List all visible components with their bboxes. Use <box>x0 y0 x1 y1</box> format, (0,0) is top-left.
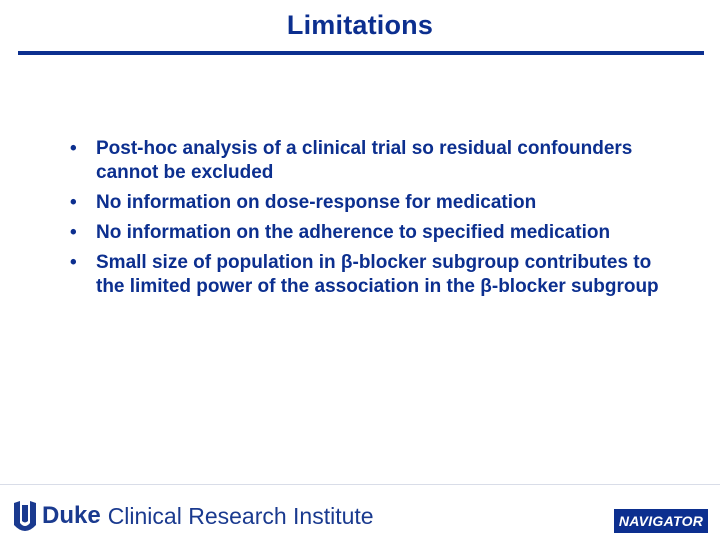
bullet-text: Small size of population in β-blocker subgroup contributes to the limited power of the association in the β-blocker subgroup <box>96 252 659 297</box>
bullet-item <box>70 251 660 299</box>
bullet-item <box>70 191 660 215</box>
duke-chapel-icon <box>12 499 38 533</box>
footer-divider <box>0 484 720 485</box>
bullet-list <box>70 137 660 305</box>
institute-name: Clinical Research Institute <box>107 502 374 529</box>
bullet-symbol: • <box>70 138 77 159</box>
bullet-text: Post-hoc analysis of a clinical trial so residual confounders cannot be excluded <box>96 138 633 183</box>
duke-brand-text: Duke <box>42 502 101 529</box>
bullet-text: No information on dose-response for medication <box>96 192 537 213</box>
slide-title: Limitations <box>286 10 434 40</box>
bullet-item <box>70 137 660 185</box>
bullet-symbol: • <box>70 192 77 213</box>
bullet-symbol: • <box>70 252 77 273</box>
title-divider <box>18 51 704 55</box>
bullet-item <box>70 221 660 245</box>
bullet-text: No information on the adherence to specified medication <box>96 222 611 243</box>
duke-logo <box>12 499 374 533</box>
bullet-symbol: • <box>70 222 77 243</box>
navigator-logo: NAVIGATOR <box>614 509 708 533</box>
